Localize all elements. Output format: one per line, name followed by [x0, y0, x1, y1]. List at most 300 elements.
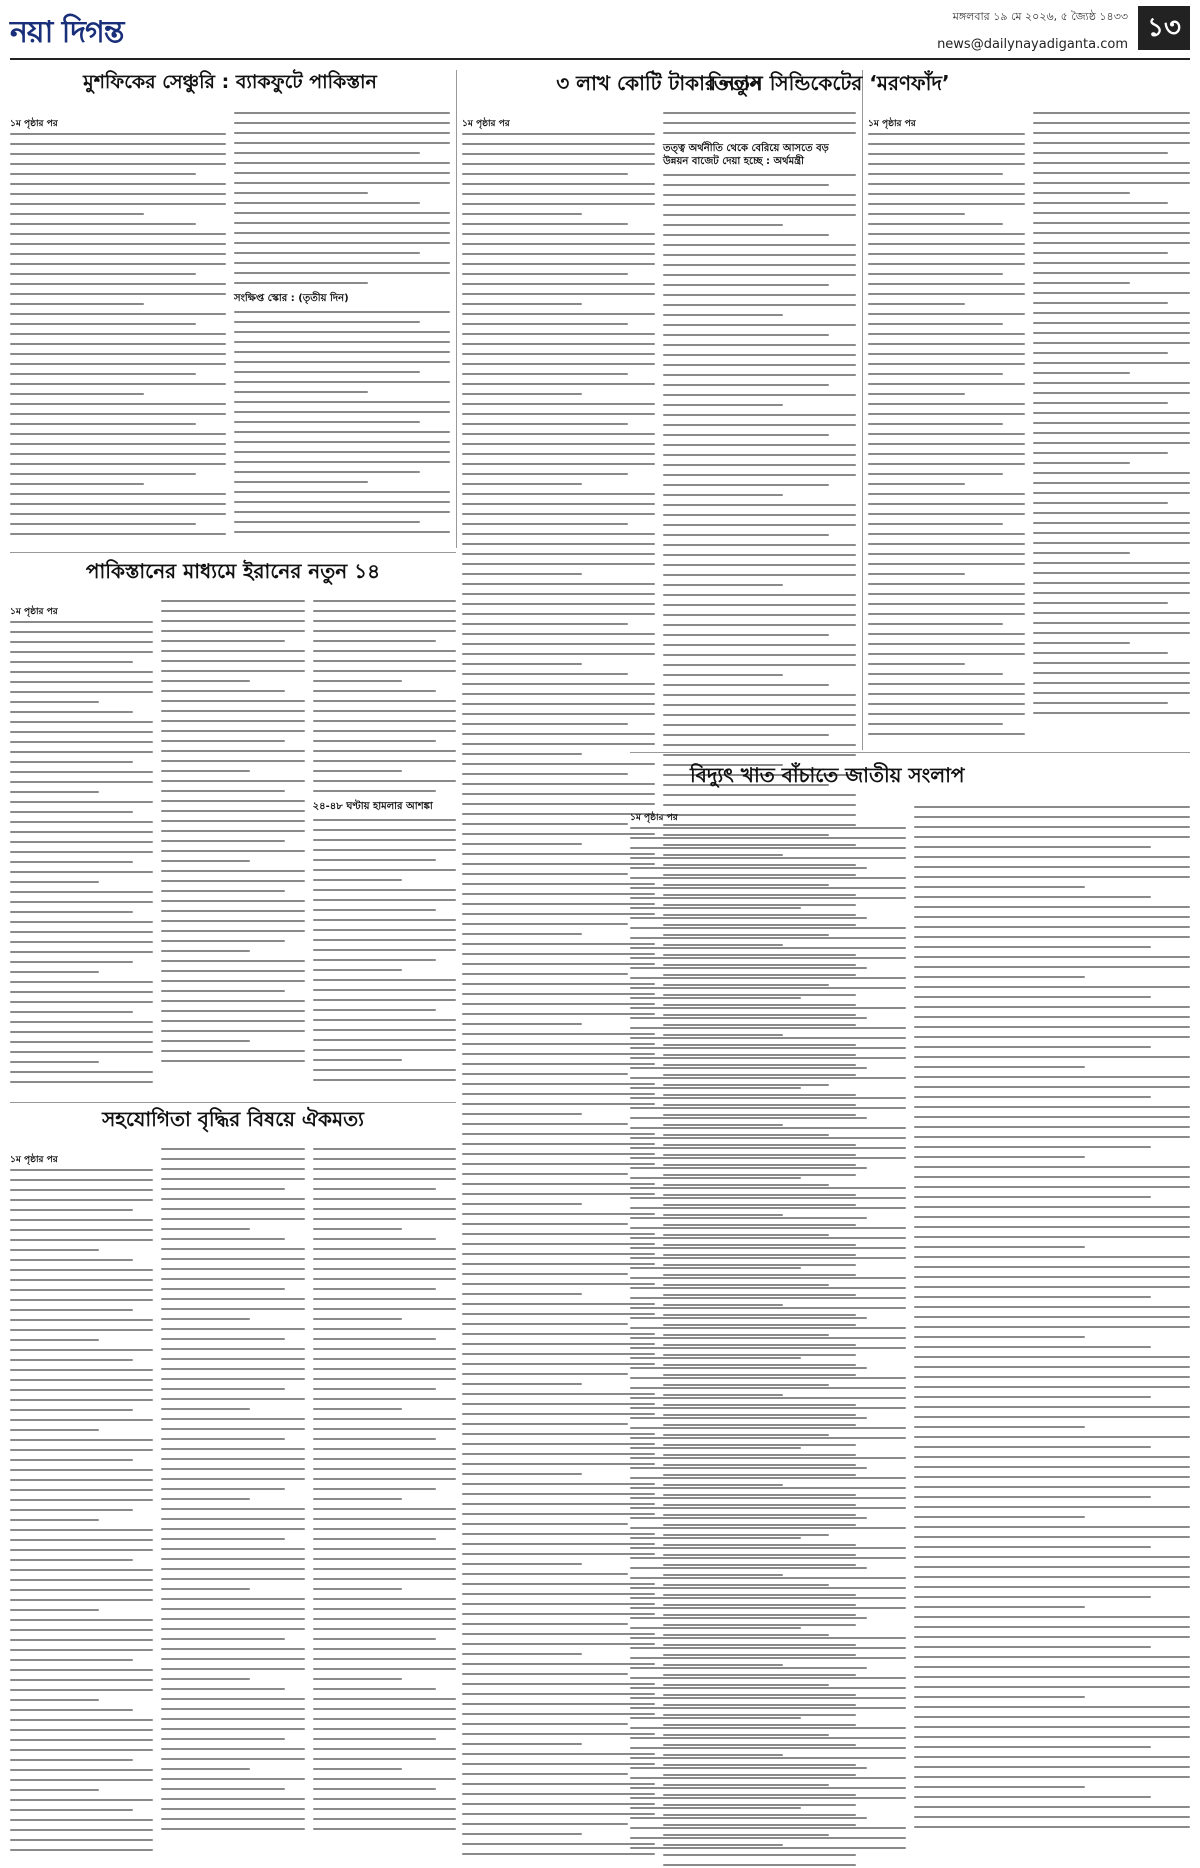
text-line [161, 810, 304, 812]
article-column [234, 112, 450, 548]
text-line [161, 1568, 304, 1570]
text-line [234, 481, 368, 483]
text-line [868, 623, 1003, 625]
text-line [630, 1747, 906, 1749]
text-line [663, 214, 856, 216]
text-line [1033, 392, 1190, 394]
text-line [868, 183, 1025, 185]
text-line [914, 1526, 1190, 1528]
text-line [630, 1657, 906, 1659]
text-line [161, 1698, 304, 1700]
text-line [161, 1718, 304, 1720]
text-line [914, 936, 1190, 938]
text-line [868, 723, 1003, 725]
text-line [10, 1369, 153, 1371]
text-line [462, 313, 655, 315]
text-line [630, 1427, 906, 1429]
text-line [1033, 592, 1190, 594]
text-line [630, 1607, 906, 1609]
text-line [868, 643, 1025, 645]
text-line [914, 1126, 1190, 1128]
body-text [630, 827, 906, 1849]
text-line [234, 321, 420, 323]
text-line [10, 153, 226, 155]
text-line [10, 1649, 153, 1651]
text-line [10, 821, 153, 823]
text-line [868, 473, 1003, 475]
text-line [10, 1051, 153, 1053]
text-line [914, 1676, 1190, 1678]
text-line [161, 740, 284, 742]
text-line [868, 613, 1025, 615]
text-line [462, 643, 655, 645]
text-line [462, 1333, 655, 1335]
text-line [630, 937, 906, 939]
text-line [313, 1358, 456, 1360]
text-line [630, 1787, 906, 1789]
text-line [1033, 502, 1168, 504]
text-line [10, 1309, 133, 1311]
text-line [868, 543, 1025, 545]
text-line [313, 790, 436, 792]
article-headline: পাকিস্তানের মাধ্যমে ইরানের নতুন ১৪ [85, 559, 381, 583]
text-line [313, 1069, 456, 1071]
text-line [10, 373, 196, 375]
text-line [10, 881, 99, 883]
text-line [630, 1667, 867, 1669]
text-line [914, 1086, 1190, 1088]
text-line [161, 620, 304, 622]
text-line [161, 870, 304, 872]
text-line [10, 1199, 153, 1201]
text-line [313, 1448, 456, 1450]
text-line [462, 1413, 655, 1415]
text-line [313, 1518, 456, 1520]
text-line [914, 1566, 1190, 1568]
text-line [161, 1408, 250, 1410]
text-line [313, 600, 456, 602]
text-line [1033, 402, 1168, 404]
text-line [10, 961, 133, 963]
text-line [630, 1247, 906, 1249]
text-line [630, 1117, 867, 1119]
body-text [10, 133, 226, 535]
text-line [914, 1516, 1085, 1518]
text-line [630, 1567, 867, 1569]
text-line [161, 1498, 250, 1500]
text-line [313, 1428, 456, 1430]
text-line [1033, 252, 1168, 254]
text-line [914, 1316, 1190, 1318]
text-line [663, 324, 856, 326]
article-column [630, 806, 906, 1865]
text-line [161, 880, 304, 882]
text-line [462, 1473, 582, 1475]
text-line [663, 674, 783, 676]
text-line [161, 1738, 284, 1740]
text-line [462, 1233, 655, 1235]
text-line [630, 1227, 906, 1229]
text-line [313, 1388, 436, 1390]
text-line [462, 913, 655, 915]
text-line [313, 1528, 456, 1530]
text-line [10, 1639, 153, 1641]
text-line [914, 1406, 1190, 1408]
text-line [462, 1393, 655, 1395]
text-line [1033, 642, 1130, 644]
text-line [10, 841, 153, 843]
text-line [161, 1020, 304, 1022]
text-line [313, 1748, 456, 1750]
text-line [234, 401, 450, 403]
text-line [10, 533, 226, 535]
text-line [630, 1637, 906, 1639]
text-line [313, 750, 456, 752]
text-line [663, 574, 856, 576]
text-line [10, 1249, 99, 1251]
text-line [10, 263, 226, 265]
masthead-info [937, 8, 1128, 52]
text-line [914, 1056, 1190, 1058]
text-line [10, 493, 226, 495]
text-line [663, 564, 856, 566]
text-line [462, 1543, 655, 1545]
text-line [1033, 692, 1190, 694]
text-line [161, 970, 304, 972]
text-line [914, 1606, 1085, 1608]
text-line [10, 801, 153, 803]
text-line [914, 1426, 1085, 1428]
text-line [868, 563, 1025, 565]
text-line [914, 926, 1190, 928]
text-line [868, 173, 1003, 175]
text-line [10, 1379, 153, 1381]
text-line [914, 1016, 1190, 1018]
text-line [161, 1428, 304, 1430]
text-line [914, 1296, 1151, 1298]
text-line [630, 1797, 906, 1799]
text-line [663, 224, 783, 226]
text-line [313, 1238, 436, 1240]
text-line [313, 1039, 456, 1041]
text-line [161, 900, 304, 902]
text-line [161, 1828, 304, 1830]
text-line [1033, 672, 1190, 674]
text-line [10, 253, 226, 255]
text-line [462, 653, 655, 655]
text-line [10, 1539, 153, 1541]
text-line [462, 523, 628, 525]
body-text [10, 621, 153, 1083]
text-line [10, 1429, 99, 1431]
text-line [161, 1298, 304, 1300]
text-line [630, 1107, 906, 1109]
masthead [0, 0, 1200, 60]
text-line [161, 1728, 304, 1730]
text-line [868, 303, 965, 305]
text-line [663, 494, 783, 496]
text-line [630, 1187, 906, 1189]
text-line [313, 1808, 456, 1810]
text-line [10, 1519, 99, 1521]
text-line [313, 1788, 436, 1790]
text-line [914, 1006, 1190, 1008]
text-line [914, 1686, 1190, 1688]
text-line [313, 979, 456, 981]
text-line [462, 253, 655, 255]
text-line [462, 1203, 582, 1205]
text-line [914, 1436, 1190, 1438]
text-line [313, 1468, 456, 1470]
text-line [630, 1837, 906, 1839]
text-line [868, 423, 1003, 425]
text-line [630, 1087, 801, 1089]
text-line [462, 1733, 655, 1735]
text-line [10, 283, 226, 285]
text-line [10, 861, 133, 863]
text-line [313, 770, 402, 772]
text-line [914, 1386, 1190, 1388]
text-line [313, 1158, 456, 1160]
text-line [10, 203, 226, 205]
text-line [630, 907, 801, 909]
text-line [462, 1373, 628, 1375]
text-line [663, 514, 856, 516]
body-text [313, 600, 456, 1081]
text-line [462, 513, 655, 515]
text-line [630, 1807, 801, 1809]
text-line [914, 1236, 1190, 1238]
text-line [914, 1466, 1190, 1468]
text-line [10, 901, 153, 903]
text-line [313, 1638, 436, 1640]
text-line [914, 1066, 1085, 1068]
continued-label: ১ম পৃষ্ঠার পর [10, 1155, 58, 1165]
text-line [914, 1786, 1085, 1788]
text-line [10, 1169, 153, 1171]
text-line [462, 1523, 628, 1525]
text-line [868, 223, 1003, 225]
text-line [161, 790, 284, 792]
text-line [462, 663, 582, 665]
issue-date: মঙ্গলবার ১৯ মে ২০২৬, ৫ জ্যৈষ্ঠ ১৪৩৩ [952, 10, 1128, 23]
text-line [313, 1688, 436, 1690]
text-line [1033, 412, 1190, 414]
text-line [868, 713, 1025, 715]
text-line [462, 1533, 655, 1535]
text-line [161, 1378, 304, 1380]
body-text [10, 1169, 153, 1851]
text-line [1033, 492, 1190, 494]
text-line [914, 1726, 1190, 1728]
text-line [161, 1528, 304, 1530]
text-line [630, 1217, 867, 1219]
text-line [462, 173, 628, 175]
text-line [462, 713, 655, 715]
text-line [10, 273, 196, 275]
text-line [914, 836, 1190, 838]
text-line [462, 673, 628, 675]
text-line [10, 971, 99, 973]
text-line [10, 403, 226, 405]
text-line [10, 1729, 153, 1731]
text-line [1033, 542, 1190, 544]
text-line [868, 213, 965, 215]
text-line [313, 680, 402, 682]
text-line [10, 1419, 153, 1421]
text-line [234, 192, 368, 194]
text-line [462, 763, 655, 765]
text-line [10, 1021, 153, 1023]
text-line [10, 1001, 153, 1003]
text-line [914, 1176, 1190, 1178]
text-line [630, 1537, 801, 1539]
text-line [914, 1556, 1190, 1558]
text-line [313, 660, 456, 662]
text-line [462, 433, 655, 435]
text-line [868, 553, 1025, 555]
continued-label: ১ম পৃষ্ঠার পর [10, 119, 58, 129]
contact-email[interactable]: news@dailynayadiganta.com [937, 37, 1128, 52]
text-line [161, 1318, 250, 1320]
text-line [10, 911, 133, 913]
text-line [10, 393, 144, 395]
body-text [914, 806, 1190, 1828]
column-divider [862, 70, 863, 750]
text-line [663, 434, 829, 436]
text-line [868, 193, 1025, 195]
text-line [462, 793, 655, 795]
text-line [462, 1053, 655, 1055]
text-line [914, 946, 1151, 948]
text-line [1033, 472, 1190, 474]
text-line [313, 1228, 402, 1230]
text-line [1033, 312, 1190, 314]
text-line [462, 603, 655, 605]
text-line [10, 1349, 153, 1351]
text-line [630, 1847, 906, 1849]
text-line [630, 827, 906, 829]
text-line [10, 1359, 133, 1361]
text-line [161, 1050, 304, 1052]
text-line [161, 1638, 284, 1640]
text-line [313, 869, 456, 871]
text-line [313, 1198, 456, 1200]
text-line [462, 1213, 655, 1215]
text-line [663, 704, 856, 706]
text-line [630, 1307, 906, 1309]
text-line [914, 1116, 1190, 1118]
text-line [10, 1409, 133, 1411]
text-line [161, 1818, 304, 1820]
text-line [10, 1699, 99, 1701]
text-line [462, 1013, 655, 1015]
text-line [313, 1328, 456, 1330]
text-line [914, 816, 1190, 818]
text-line [10, 981, 153, 983]
text-line [914, 1106, 1190, 1108]
text-line [10, 1031, 153, 1033]
text-line [914, 1196, 1151, 1198]
text-line [663, 174, 856, 176]
text-line [914, 986, 1190, 988]
text-line [313, 949, 456, 951]
text-line [161, 1468, 304, 1470]
text-line [462, 1423, 628, 1425]
text-line [462, 373, 628, 375]
text-line [630, 1707, 906, 1709]
text-line [10, 1659, 133, 1661]
article-power-sector-dialogue [630, 760, 1190, 1865]
text-line [234, 391, 368, 393]
text-line [914, 1206, 1190, 1208]
text-line [10, 921, 153, 923]
text-line [313, 1668, 456, 1670]
text-line [663, 194, 856, 196]
text-line [462, 693, 655, 695]
text-line [313, 1188, 436, 1190]
article-headline: ৩ লাখ কোটি টাকার নতুন [556, 71, 762, 95]
text-line [313, 1558, 456, 1560]
text-line [313, 1218, 456, 1220]
text-line [10, 333, 226, 335]
article-column [10, 1148, 153, 1865]
text-line [10, 313, 226, 315]
text-line [630, 1027, 906, 1029]
text-line [462, 1143, 655, 1145]
text-line [161, 890, 284, 892]
text-line [1033, 482, 1190, 484]
text-line [462, 1443, 655, 1445]
text-line [914, 886, 1085, 888]
text-line [462, 1133, 655, 1135]
text-line [313, 1698, 456, 1700]
text-line [161, 670, 304, 672]
text-line [161, 1608, 304, 1610]
text-line [1033, 342, 1190, 344]
text-line [313, 640, 436, 642]
text-line [868, 513, 1025, 515]
text-line [1033, 462, 1130, 464]
text-line [914, 1816, 1190, 1818]
text-line [313, 1568, 456, 1570]
page-number-badge: ১৩ [1138, 6, 1190, 50]
text-line [161, 720, 304, 722]
text-line [462, 783, 655, 785]
text-line [630, 1687, 906, 1689]
text-line [313, 1059, 402, 1061]
article-column [868, 112, 1025, 750]
text-line [10, 991, 153, 993]
text-line [663, 132, 856, 134]
text-line [462, 1693, 655, 1695]
text-line [161, 800, 304, 802]
text-line [630, 1447, 801, 1449]
text-line [663, 384, 829, 386]
text-line [462, 323, 628, 325]
text-line [868, 433, 1025, 435]
text-line [313, 859, 436, 861]
text-line [914, 1416, 1190, 1418]
text-line [1033, 682, 1190, 684]
text-line [630, 1517, 867, 1519]
text-line [630, 1287, 906, 1289]
text-line [161, 760, 304, 762]
text-line [630, 1457, 906, 1459]
text-line [462, 773, 628, 775]
text-line [10, 1179, 153, 1181]
text-line [313, 1708, 456, 1710]
